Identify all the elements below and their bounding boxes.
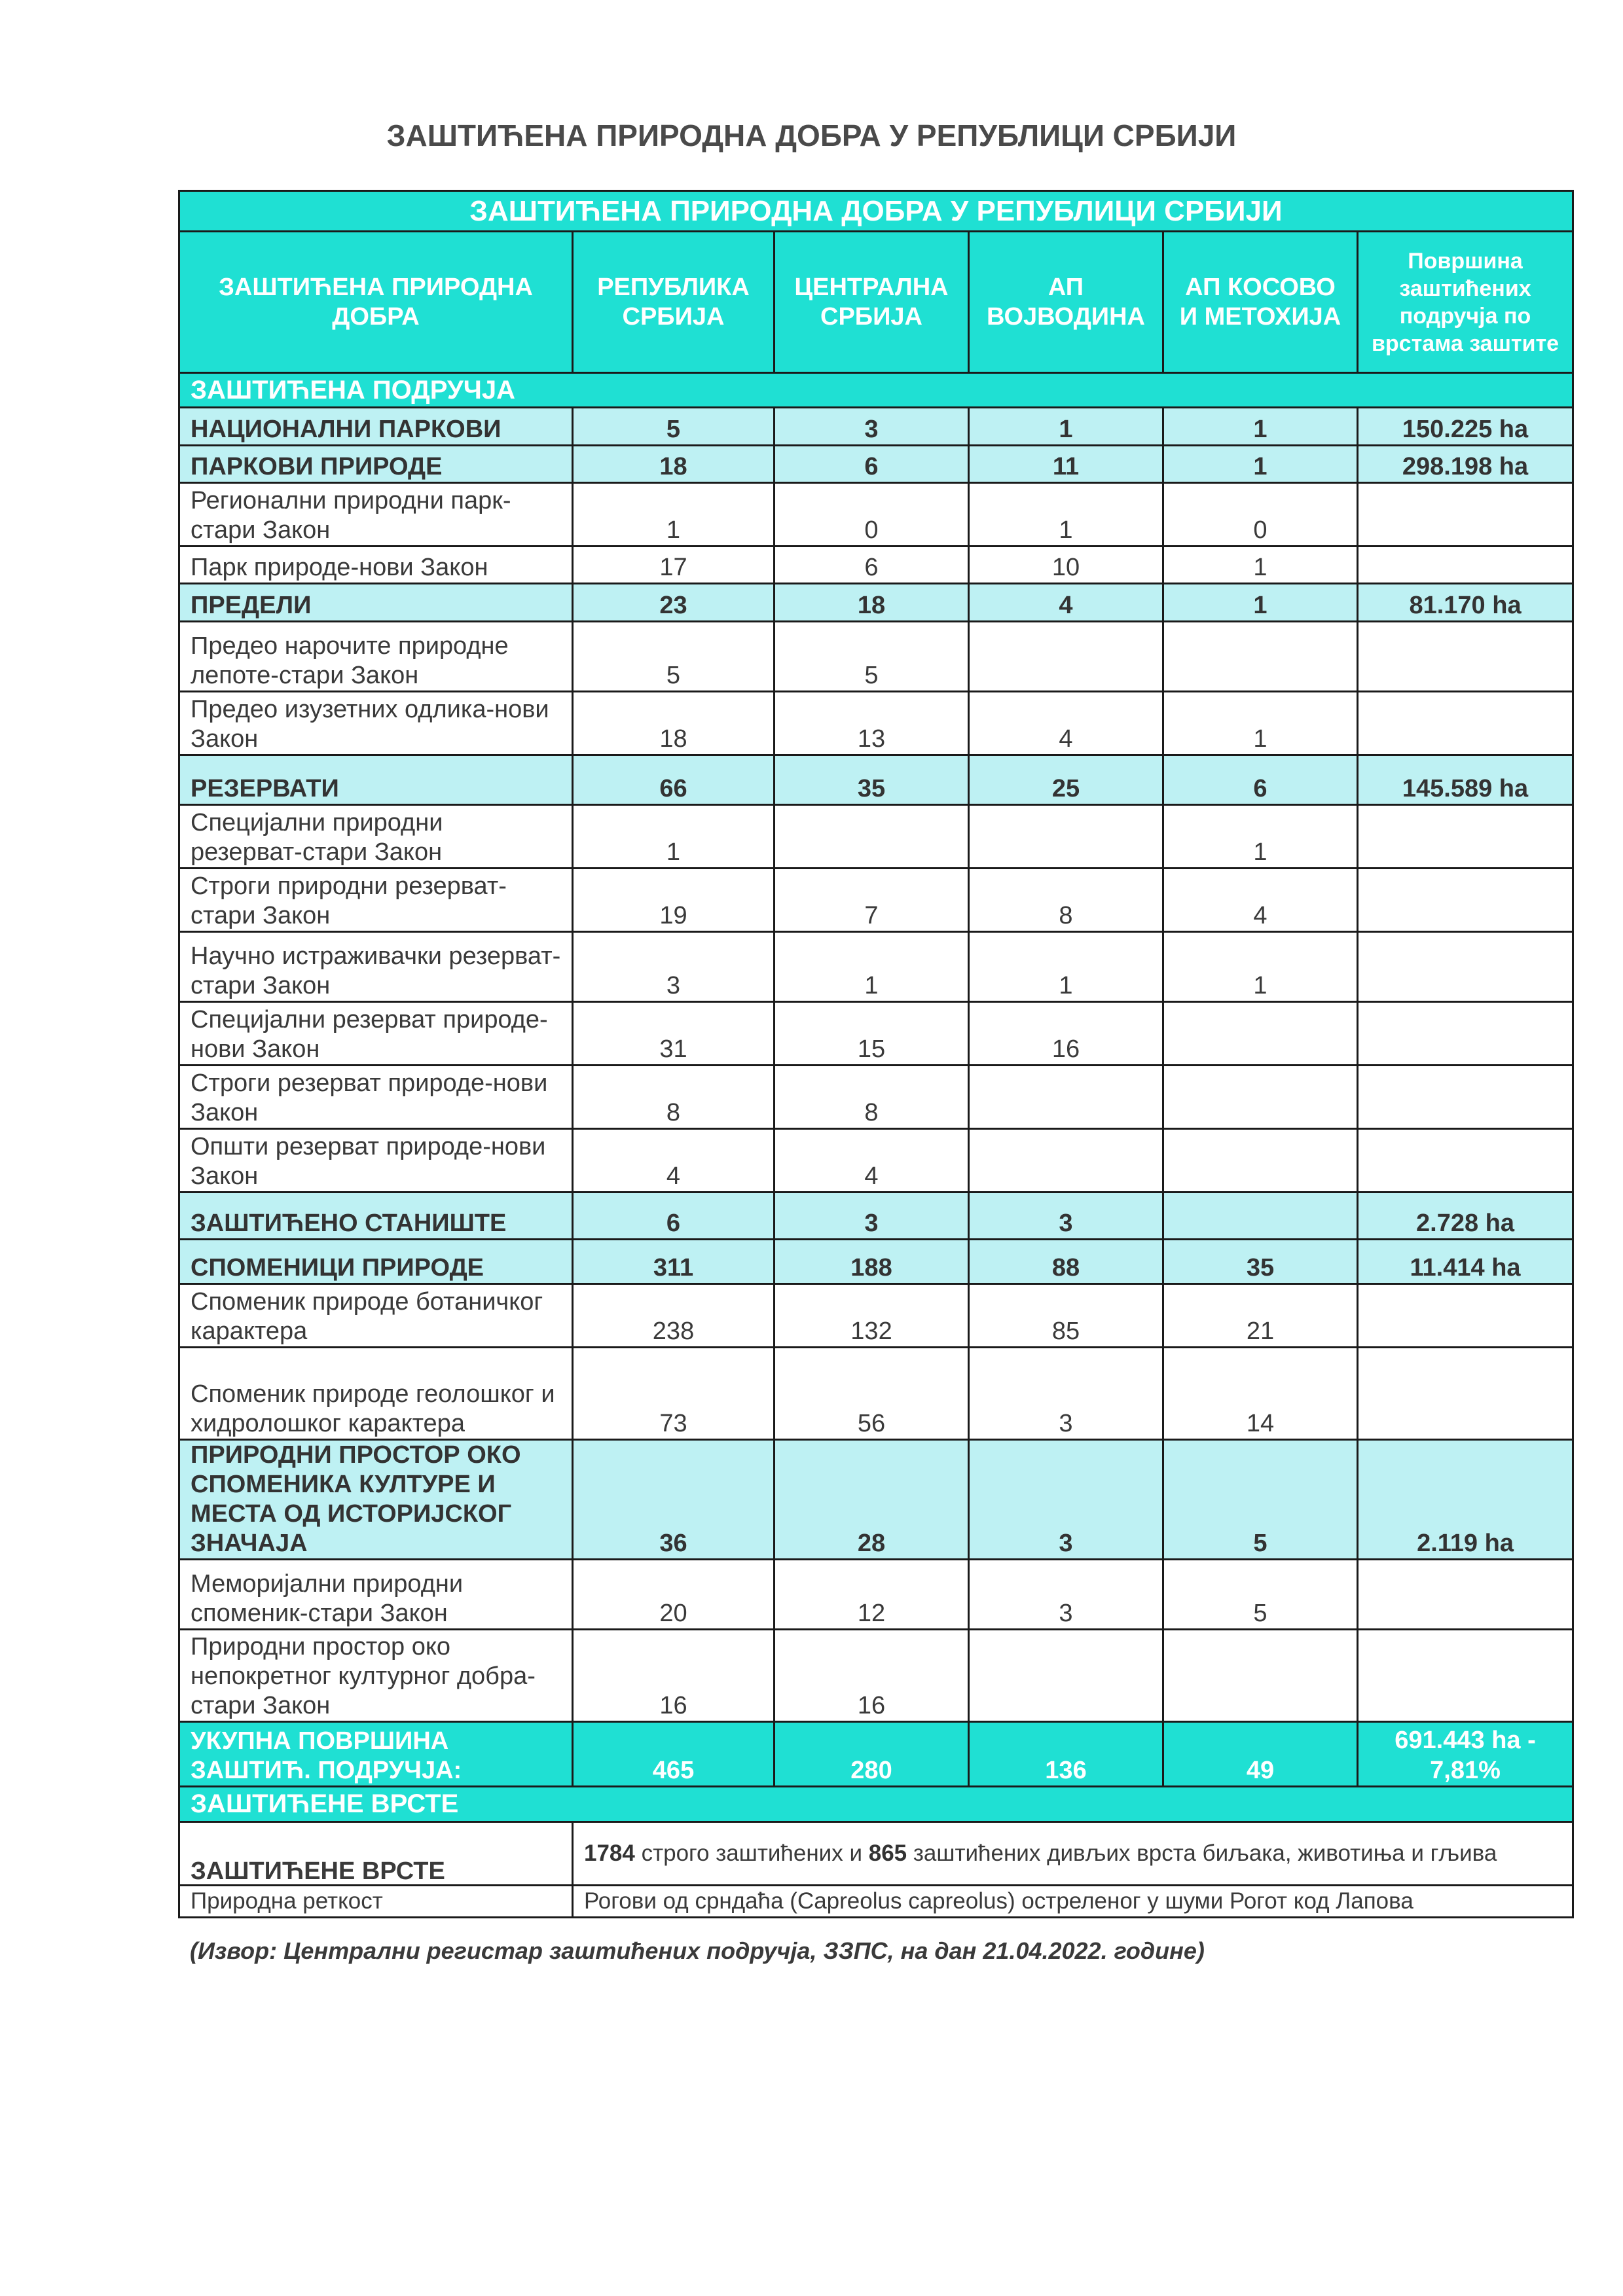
cell-serbia: 73 [573, 1348, 775, 1440]
header-category: ЗАШТИЋЕНА ПРИРОДНА ДОБРА [179, 232, 573, 373]
cell-area [1358, 1002, 1573, 1066]
cell-label: Споменик природе геолошког и хидролошког карактера [179, 1348, 573, 1440]
cell-vojvodina: 1 [969, 932, 1163, 1002]
source-note [190, 1937, 1205, 1965]
cell-central: 132 [775, 1284, 969, 1348]
cell-area [1358, 1348, 1573, 1440]
cell-central: 3 [775, 408, 969, 446]
header-central-serbia: ЦЕНТРАЛНА СРБИЈА [775, 232, 969, 373]
cell-label: ПРИРОДНИ ПРОСТОР ОКО СПОМЕНИКА КУЛТУРЕ И МЕСТА ОД ИСТОРИЈСКОГ ЗНАЧАЈА [179, 1440, 573, 1560]
cell-area [1358, 692, 1573, 755]
header-serbia: РЕПУБЛИКА СРБИЈА [573, 232, 775, 373]
category-row [179, 1240, 1573, 1284]
cell-serbia: 23 [573, 584, 775, 622]
species-text-end: заштићених дивљих врста биљака, животиња и гљива [907, 1840, 1497, 1866]
cell-label: Строги природни резерват-стари Закон [179, 869, 573, 932]
cell-central: 16 [775, 1630, 969, 1722]
cell-vojvodina [969, 805, 1163, 869]
cell-area [1358, 622, 1573, 692]
cell-serbia: 5 [573, 408, 775, 446]
subcategory-row [179, 1560, 1573, 1630]
cell-serbia: 18 [573, 692, 775, 755]
cell-area [1358, 869, 1573, 932]
species-label: ЗАШТИЋЕНЕ ВРСТЕ [179, 1822, 573, 1886]
cell-label: Предео нарочите природне лепоте-стари Закон [179, 622, 573, 692]
cell-label: ПРЕДЕЛИ [179, 584, 573, 622]
subcategory-row [179, 1284, 1573, 1348]
subcategory-row [179, 869, 1573, 932]
total-row [179, 1722, 1573, 1787]
cell-area [1358, 483, 1573, 547]
cell-label: Споменик природе ботаничког карактера [179, 1284, 573, 1348]
cell-kosovo: 21 [1163, 1284, 1358, 1348]
cell-serbia: 238 [573, 1284, 775, 1348]
cell-area [1358, 547, 1573, 584]
cell-kosovo [1163, 1066, 1358, 1129]
table-banner: ЗАШТИЋЕНА ПРИРОДНА ДОБРА У РЕПУБЛИЦИ СРБИЈИ [179, 191, 1573, 232]
cell-area [1358, 1129, 1573, 1193]
rarity-value: Рогови од срндаћа (Capreolus capreolus) остреленог у шуми Рогот код Лапова [573, 1886, 1573, 1918]
cell-area: 81.170 ha [1358, 584, 1573, 622]
source-label: Извор [198, 1937, 270, 1964]
total-central: 280 [775, 1722, 969, 1787]
cell-kosovo [1163, 622, 1358, 692]
cell-label: Природни простор око непокретног културног добра-стари Закон [179, 1630, 573, 1722]
total-kosovo: 49 [1163, 1722, 1358, 1787]
cell-area [1358, 932, 1573, 1002]
cell-label: Научно истраживачки резерват-стари Закон [179, 932, 573, 1002]
cell-vojvodina: 1 [969, 483, 1163, 547]
cell-kosovo: 1 [1163, 446, 1358, 483]
protected-species-count: 865 [868, 1840, 907, 1866]
subcategory-row [179, 1630, 1573, 1722]
cell-area: 145.589 ha [1358, 755, 1573, 805]
subcategory-row [179, 483, 1573, 547]
cell-central [775, 805, 969, 869]
cell-vojvodina [969, 1129, 1163, 1193]
cell-kosovo [1163, 1002, 1358, 1066]
cell-serbia: 36 [573, 1440, 775, 1560]
cell-kosovo: 35 [1163, 1240, 1358, 1284]
cell-central: 0 [775, 483, 969, 547]
cell-serbia: 1 [573, 483, 775, 547]
cell-kosovo: 1 [1163, 408, 1358, 446]
cell-vojvodina: 1 [969, 408, 1163, 446]
cell-serbia: 8 [573, 1066, 775, 1129]
cell-vojvodina [969, 1630, 1163, 1722]
section-protected-areas-row [179, 373, 1573, 408]
cell-central: 12 [775, 1560, 969, 1630]
cell-kosovo: 14 [1163, 1348, 1358, 1440]
cell-area [1358, 1284, 1573, 1348]
cell-label: ЗАШТИЋЕНО СТАНИШТЕ [179, 1193, 573, 1240]
cell-central: 7 [775, 869, 969, 932]
cell-label: Строги резерват природе-нови Закон [179, 1066, 573, 1129]
total-area: 691.443 ha - 7,81% [1358, 1722, 1573, 1787]
cell-serbia: 18 [573, 446, 775, 483]
cell-central: 188 [775, 1240, 969, 1284]
cell-central: 35 [775, 755, 969, 805]
cell-central: 56 [775, 1348, 969, 1440]
cell-area: 2.728 ha [1358, 1193, 1573, 1240]
cell-kosovo [1163, 1129, 1358, 1193]
cell-vojvodina: 88 [969, 1240, 1163, 1284]
source-text: : Централни регистар заштићених подручја, ЗЗПС, на дан 21.04.2022. године) [269, 1937, 1205, 1964]
cell-kosovo: 1 [1163, 547, 1358, 584]
cell-central: 18 [775, 584, 969, 622]
cell-kosovo [1163, 1193, 1358, 1240]
species-row [179, 1822, 1573, 1886]
cell-kosovo: 1 [1163, 805, 1358, 869]
subcategory-row [179, 692, 1573, 755]
cell-central: 28 [775, 1440, 969, 1560]
cell-central: 3 [775, 1193, 969, 1240]
cell-serbia: 4 [573, 1129, 775, 1193]
cell-serbia: 3 [573, 932, 775, 1002]
total-serbia: 465 [573, 1722, 775, 1787]
species-text-mid: строго заштићених и [634, 1840, 869, 1866]
source-open-paren: ( [190, 1937, 198, 1964]
cell-serbia: 17 [573, 547, 775, 584]
cell-vojvodina [969, 1066, 1163, 1129]
header-kosovo: АП КОСОВО И МЕТОХИЈА [1163, 232, 1358, 373]
cell-vojvodina: 85 [969, 1284, 1163, 1348]
cell-serbia: 16 [573, 1630, 775, 1722]
cell-vojvodina: 3 [969, 1440, 1163, 1560]
cell-area: 11.414 ha [1358, 1240, 1573, 1284]
cell-label: НАЦИОНАЛНИ ПАРКОВИ [179, 408, 573, 446]
category-row [179, 1440, 1573, 1560]
section-protected-species: ЗАШТИЋЕНЕ ВРСТЕ [179, 1787, 1573, 1822]
cell-serbia: 6 [573, 1193, 775, 1240]
cell-vojvodina: 8 [969, 869, 1163, 932]
cell-kosovo: 1 [1163, 584, 1358, 622]
cell-serbia: 1 [573, 805, 775, 869]
subcategory-row [179, 1002, 1573, 1066]
cell-area: 298.198 ha [1358, 446, 1573, 483]
cell-kosovo: 6 [1163, 755, 1358, 805]
cell-area [1358, 805, 1573, 869]
cell-vojvodina: 4 [969, 584, 1163, 622]
cell-label: Специјални резерват природе-нови Закон [179, 1002, 573, 1066]
cell-label: СПОМЕНИЦИ ПРИРОДЕ [179, 1240, 573, 1284]
cell-central: 4 [775, 1129, 969, 1193]
cell-serbia: 66 [573, 755, 775, 805]
cell-serbia: 20 [573, 1560, 775, 1630]
rarity-row [179, 1886, 1573, 1918]
cell-serbia: 5 [573, 622, 775, 692]
cell-label: РЕЗЕРВАТИ [179, 755, 573, 805]
cell-serbia: 311 [573, 1240, 775, 1284]
cell-central: 6 [775, 446, 969, 483]
cell-kosovo: 5 [1163, 1560, 1358, 1630]
cell-vojvodina: 16 [969, 1002, 1163, 1066]
strict-species-count: 1784 [584, 1840, 635, 1866]
subcategory-row [179, 622, 1573, 692]
total-label: УКУПНА ПОВРШИНА ЗАШТИЋ. ПОДРУЧЈА: [179, 1722, 573, 1787]
cell-vojvodina: 10 [969, 547, 1163, 584]
subcategory-row [179, 805, 1573, 869]
cell-serbia: 19 [573, 869, 775, 932]
header-area: Површина заштићених подручја по врстама заштите [1358, 232, 1573, 373]
total-vojvodina: 136 [969, 1722, 1163, 1787]
cell-vojvodina: 11 [969, 446, 1163, 483]
cell-vojvodina: 3 [969, 1348, 1163, 1440]
table-header-row [179, 232, 1573, 373]
species-description [573, 1822, 1573, 1886]
cell-label: Специјални природни резерват-стари Закон [179, 805, 573, 869]
category-row [179, 1193, 1573, 1240]
subcategory-row [179, 1129, 1573, 1193]
cell-vojvodina [969, 622, 1163, 692]
cell-central: 1 [775, 932, 969, 1002]
category-row [179, 755, 1573, 805]
cell-central: 8 [775, 1066, 969, 1129]
category-row [179, 408, 1573, 446]
cell-label: Меморијални природни споменик-стари Закон [179, 1560, 573, 1630]
cell-vojvodina: 4 [969, 692, 1163, 755]
header-vojvodina: АП ВОЈВОДИНА [969, 232, 1163, 373]
cell-central: 13 [775, 692, 969, 755]
table-banner-row [179, 191, 1573, 232]
cell-kosovo: 1 [1163, 932, 1358, 1002]
cell-label: Предео изузетних одлика-нови Закон [179, 692, 573, 755]
cell-central: 15 [775, 1002, 969, 1066]
section-species-row [179, 1787, 1573, 1822]
category-row [179, 446, 1573, 483]
section-protected-areas: ЗАШТИЋЕНА ПОДРУЧЈА [179, 373, 1573, 408]
cell-vojvodina: 25 [969, 755, 1163, 805]
cell-kosovo: 1 [1163, 692, 1358, 755]
cell-label: Регионални природни парк-стари Закон [179, 483, 573, 547]
cell-label: Парк природе-нови Закон [179, 547, 573, 584]
cell-area [1358, 1066, 1573, 1129]
protected-areas-table [178, 190, 1574, 1918]
cell-central: 6 [775, 547, 969, 584]
subcategory-row [179, 547, 1573, 584]
cell-label: ПАРКОВИ ПРИРОДЕ [179, 446, 573, 483]
cell-area: 150.225 ha [1358, 408, 1573, 446]
cell-area [1358, 1630, 1573, 1722]
cell-kosovo: 0 [1163, 483, 1358, 547]
cell-central: 5 [775, 622, 969, 692]
cell-area [1358, 1560, 1573, 1630]
rarity-label: Природна реткост [179, 1886, 573, 1918]
cell-label: Општи резерват природе-нови Закон [179, 1129, 573, 1193]
subcategory-row [179, 1348, 1573, 1440]
cell-kosovo [1163, 1630, 1358, 1722]
cell-kosovo: 5 [1163, 1440, 1358, 1560]
cell-vojvodina: 3 [969, 1193, 1163, 1240]
subcategory-row [179, 932, 1573, 1002]
cell-vojvodina: 3 [969, 1560, 1163, 1630]
cell-area: 2.119 ha [1358, 1440, 1573, 1560]
category-row [179, 584, 1573, 622]
subcategory-row [179, 1066, 1573, 1129]
cell-serbia: 31 [573, 1002, 775, 1066]
document-title: ЗАШТИЋЕНА ПРИРОДНА ДОБРА У РЕПУБЛИЦИ СРБИЈИ [386, 118, 1237, 152]
cell-kosovo: 4 [1163, 869, 1358, 932]
